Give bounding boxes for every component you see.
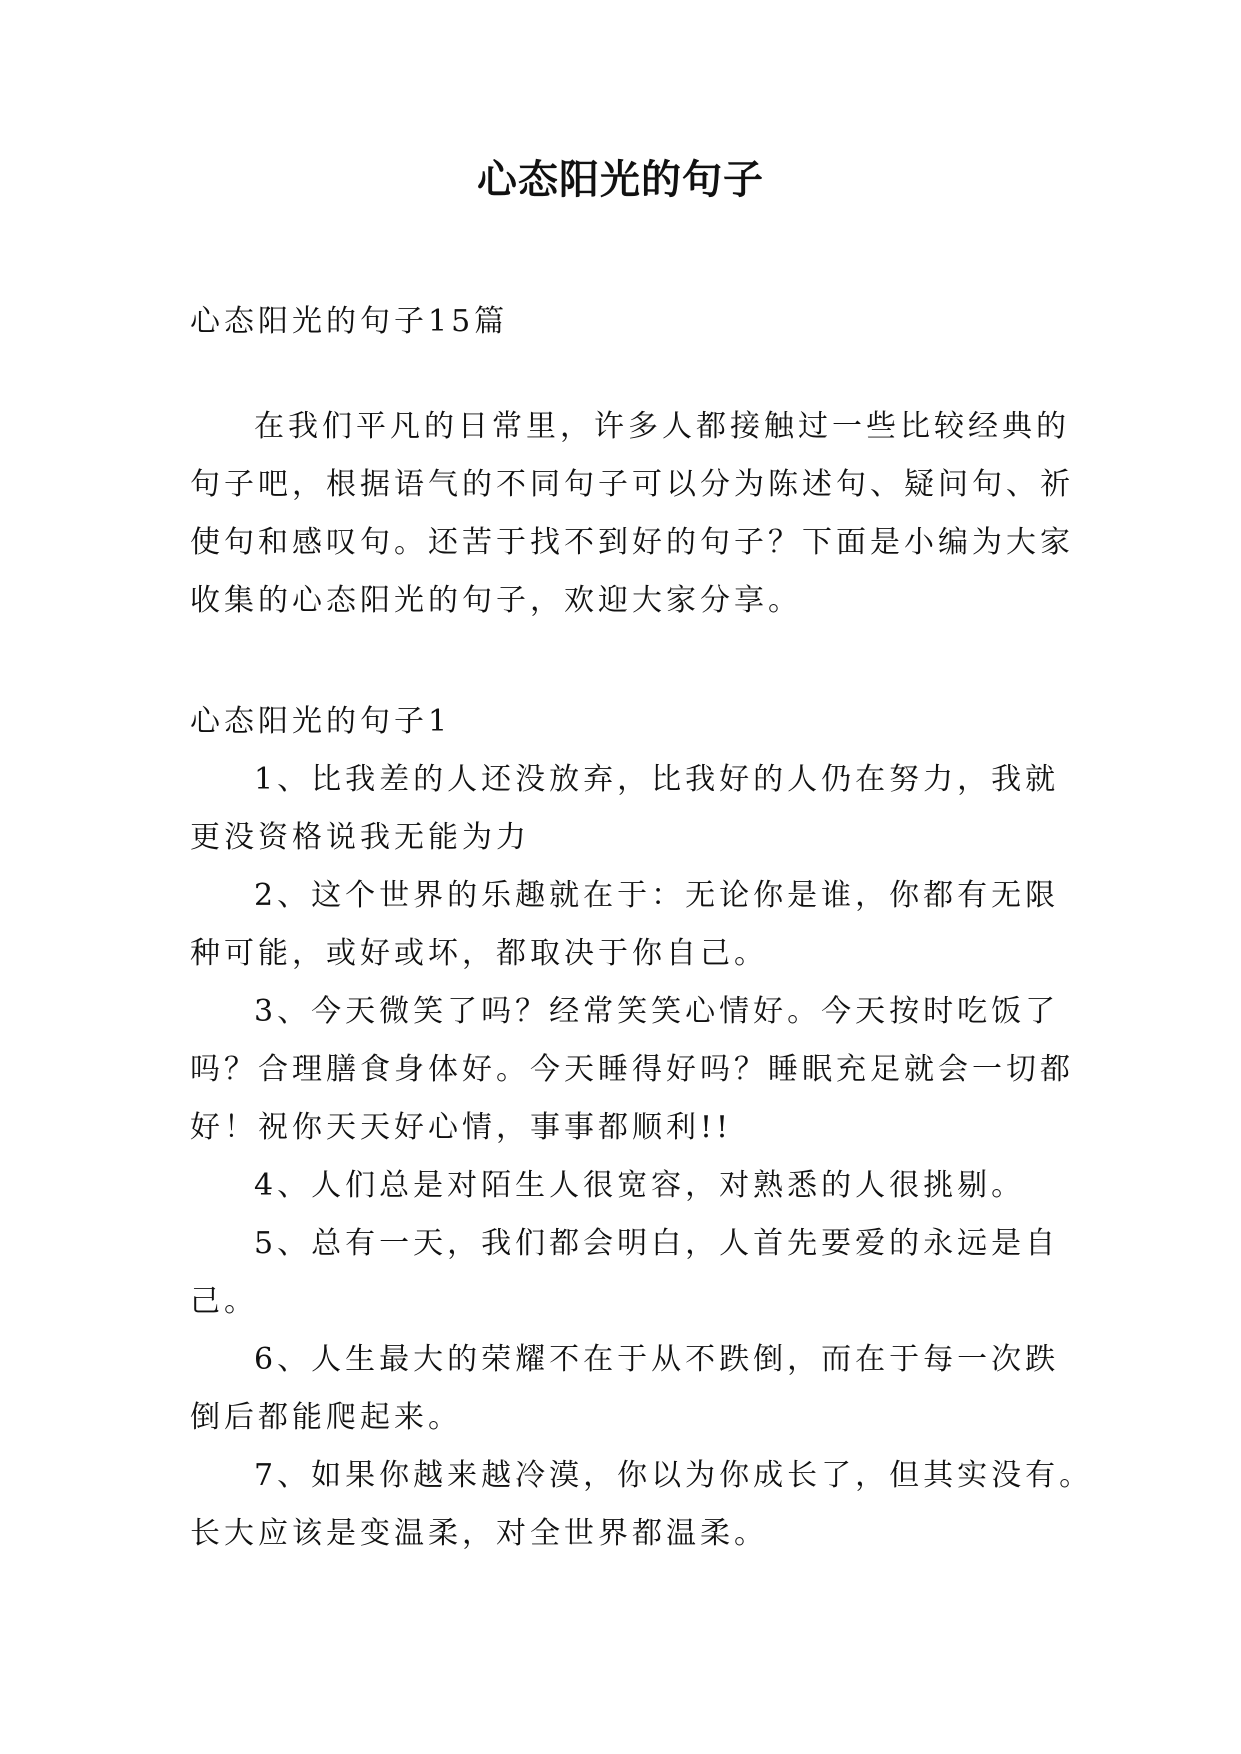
document-title: 心态阳光的句子 xyxy=(477,156,764,203)
intro-line: 在我们平凡的日常里，许多人都接触过一些比较经典的 xyxy=(254,409,1070,444)
document-subtitle: 心态阳光的句子15篇 xyxy=(190,304,509,339)
quote-line: 3、今天微笑了吗？经常笑笑心情好。今天按时吃饭了 xyxy=(254,994,1060,1029)
intro-line: 使句和感叹句。还苦于找不到好的句子？下面是小编为大家 xyxy=(190,525,1074,560)
quote-line: 长大应该是变温柔，对全世界都温柔。 xyxy=(190,1516,768,1551)
quote-line: 吗？合理膳食身体好。今天睡得好吗？睡眠充足就会一切都 xyxy=(190,1052,1074,1087)
quote-line: 2、这个世界的乐趣就在于：无论你是谁，你都有无限 xyxy=(254,878,1060,913)
quote-line: 好！祝你天天好心情，事事都顺利!! xyxy=(190,1110,733,1145)
intro-line: 句子吧，根据语气的不同句子可以分为陈述句、疑问句、祈 xyxy=(190,467,1074,502)
quote-line: 7、如果你越来越冷漠，你以为你成长了，但其实没有。 xyxy=(254,1458,1094,1493)
quote-line: 种可能，或好或坏，都取决于你自己。 xyxy=(190,936,768,971)
quote-line: 己。 xyxy=(190,1284,258,1319)
section-heading: 心态阳光的句子1 xyxy=(190,704,452,739)
quote-line: 1、比我差的人还没放弃，比我好的人仍在努力，我就 xyxy=(254,762,1060,797)
quote-line: 倒后都能爬起来。 xyxy=(190,1400,462,1435)
quote-line: 4、人们总是对陌生人很宽容，对熟悉的人很挑剔。 xyxy=(254,1168,1026,1203)
quote-line: 5、总有一天，我们都会明白，人首先要爱的永远是自 xyxy=(254,1226,1060,1261)
intro-line: 收集的心态阳光的句子，欢迎大家分享。 xyxy=(190,583,802,618)
quote-line: 更没资格说我无能为力 xyxy=(190,820,530,855)
quote-line: 6、人生最大的荣耀不在于从不跌倒，而在于每一次跌 xyxy=(254,1342,1060,1377)
